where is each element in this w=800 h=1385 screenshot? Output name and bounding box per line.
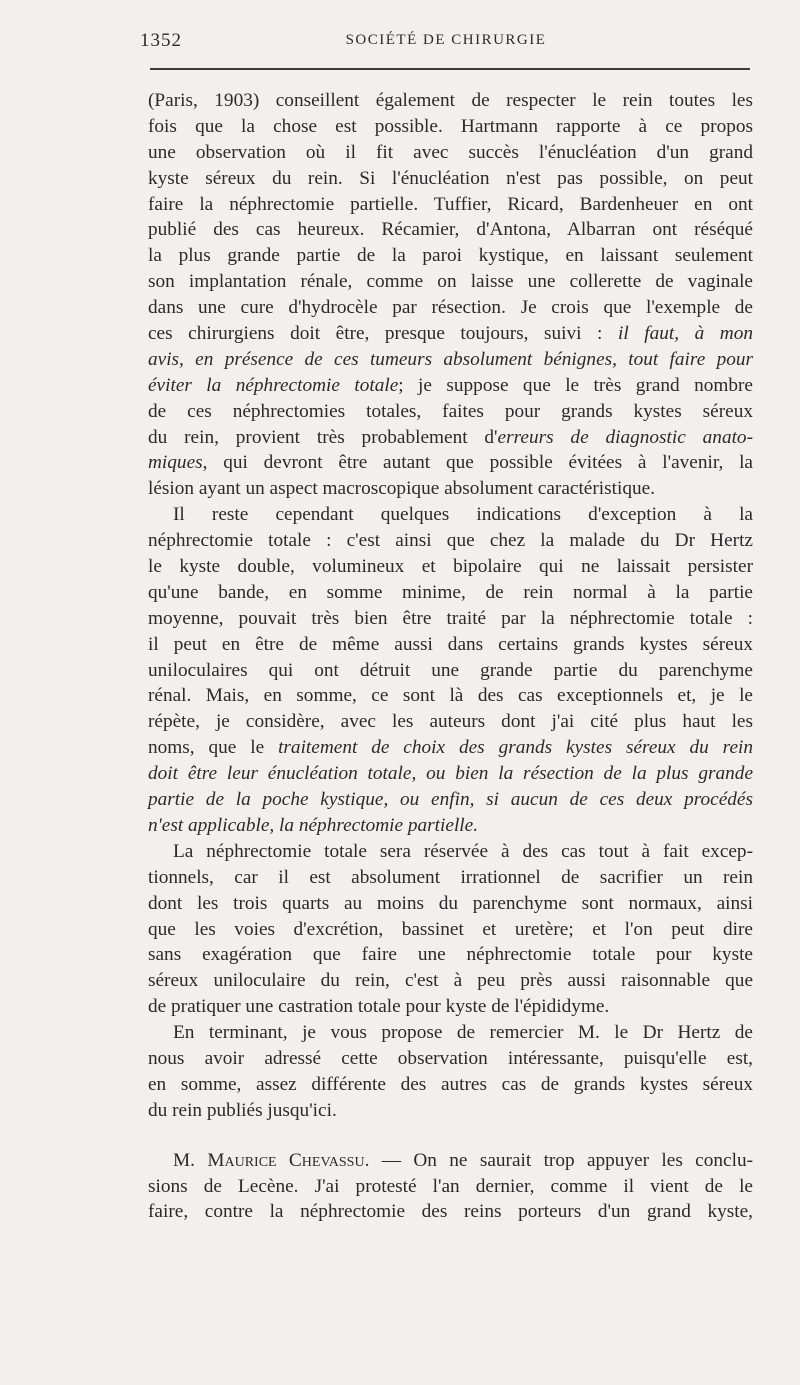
text-line: faire la néphrectomie partielle. Tuffier, Ricard, Bardenheuer en ont	[148, 193, 753, 215]
text-line: une observation où il fit avec succès l'énucléation d'un grand	[148, 141, 753, 163]
text-line: lésion ayant un aspect macroscopique absolument caractéristique.	[148, 478, 656, 500]
text-line: néphrectomie totale : c'est ainsi que chez la malade du Dr Hertz	[148, 530, 753, 552]
text-line: le kyste double, volumineux et bipolaire qui ne laissait persister	[148, 556, 753, 578]
text-line: La néphrectomie totale sera réservée à des cas tout à fait excep-	[173, 840, 753, 862]
text-line: uniloculaires qui ont détruit une grande partie du parenchyme	[148, 659, 753, 681]
page-header	[140, 30, 752, 56]
text-line: nous avoir adressé cette observation intéressante, puisqu'elle est,	[148, 1047, 753, 1069]
text-line: du rein, provient très probablement d'erreurs de diagnostic anato-	[148, 426, 753, 448]
text-line: sions de Lecène. J'ai protesté l'an dernier, comme il vient de le	[148, 1175, 753, 1197]
text-line: n'est applicable, la néphrectomie partielle.	[148, 814, 479, 836]
text-line: noms, que le traitement de choix des grands kystes séreux du rein	[148, 737, 753, 759]
text-line: partie de la poche kystique, ou enfin, si aucun de ces deux procédés	[148, 789, 753, 811]
text-line: il peut en être de même aussi dans certains grands kystes séreux	[148, 633, 753, 655]
text-line: tionnels, car il est absolument irrationnel de sacrifier un rein	[148, 866, 753, 888]
text-line: M. Maurice Chevassu. — On ne saurait trop appuyer les conclu-	[173, 1149, 754, 1171]
page-number: 1352	[140, 30, 182, 51]
text-line: séreux uniloculaire du rein, c'est à peu près aussi raisonnable que	[148, 970, 753, 992]
text-line: Il reste cependant quelques indications d'exception à la	[173, 504, 753, 526]
text-line: publié des cas heureux. Récamier, d'Antona, Albarran ont réséqué	[148, 219, 753, 241]
text-line: la plus grande partie de la paroi kystique, en laissant seulement	[148, 245, 753, 267]
text-line: ces chirurgiens doit être, presque toujours, suivi : il faut, à mon	[148, 323, 753, 345]
text-line: éviter la néphrectomie totale; je suppose que le très grand nombre	[148, 374, 753, 396]
text-line: de pratiquer une castration totale pour kyste de l'épididyme.	[148, 996, 610, 1018]
text-line: doit être leur énucléation totale, ou bien la résection de la plus grande	[148, 763, 753, 785]
text-line: avis, en présence de ces tumeurs absolument bénignes, tout faire pour	[148, 348, 753, 370]
text-line: que les voies d'excrétion, bassinet et uretère; et l'on peut dire	[148, 918, 753, 940]
speaker-name: Maurice Chevassu	[207, 1149, 365, 1171]
text-line: moyenne, pouvait très bien être traité par la néphrectomie totale :	[148, 607, 753, 629]
text-line: dans une cure d'hydrocèle par résection. Je crois que l'exemple de	[148, 297, 753, 319]
text-line: qu'une bande, en somme minime, de rein normal à la partie	[148, 581, 753, 603]
text-line: En terminant, je vous propose de remercier M. le Dr Hertz de	[173, 1022, 753, 1044]
text-line: sans exagération que faire une néphrectomie totale pour kyste	[148, 944, 753, 966]
text-line: répète, je considère, avec les auteurs dont j'ai cité plus haut les	[148, 711, 753, 733]
text-line: dont les trois quarts au moins du parenchyme sont normaux, ainsi	[148, 892, 753, 914]
body-text	[148, 88, 753, 1225]
text-line: son implantation rénale, comme on laisse une collerette de vaginale	[148, 271, 753, 293]
text-line: de ces néphrectomies totales, faites pour grands kystes séreux	[148, 400, 753, 422]
text-line: kyste séreux du rein. Si l'énucléation n'est pas possible, on peut	[148, 167, 753, 189]
header-rule	[150, 68, 750, 70]
text-line: fois que la chose est possible. Hartmann rapporte à ce propos	[148, 115, 753, 137]
paragraph-gap	[148, 1124, 753, 1148]
text-line: (Paris, 1903) conseillent également de respecter le rein toutes les	[148, 90, 753, 111]
text-line: faire, contre la néphrectomie des reins porteurs d'un grand kyste,	[148, 1201, 753, 1223]
text-line: en somme, assez différente des autres cas de grands kystes séreux	[148, 1073, 753, 1095]
text-line: du rein publiés jusqu'ici.	[148, 1099, 337, 1121]
text-line: rénal. Mais, en somme, ce sont là des cas exceptionnels et, je le	[148, 685, 753, 707]
text-line: miques, qui devront être autant que possible évitées à l'avenir, la	[148, 452, 753, 474]
running-title: SOCIÉTÉ DE CHIRURGIE	[345, 32, 547, 48]
